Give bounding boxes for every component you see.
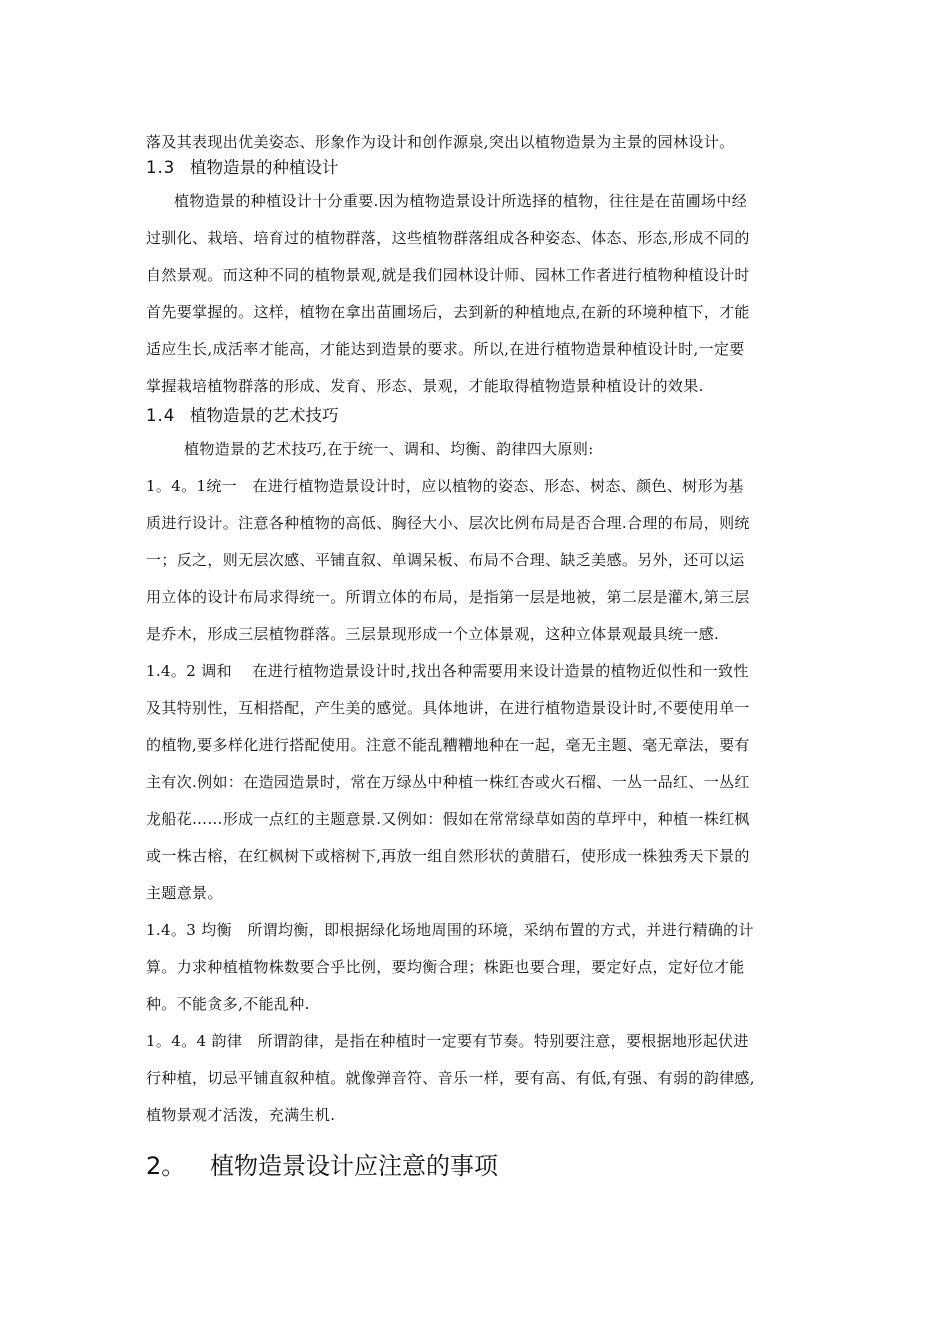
section-1-3-paragraph — [146, 183, 814, 405]
paragraph-line: 植物景观才活泼，充满生机. — [146, 1106, 336, 1124]
section-number: 1.4 — [146, 406, 176, 425]
paragraph-line: 主有次.例如：在造园造景时，常在万绿丛中种植一株红杏或火石榴、一丛一品红、一丛红 — [146, 773, 750, 791]
paragraph-line: 植物造景的种植设计十分重要.因为植物造景设计所选择的植物，往往是在苗圃场中经 — [174, 192, 748, 210]
paragraph-line: 主题意景。 — [146, 884, 223, 902]
paragraph-line: 行种植，切忌平铺直叙种植。就像弹音符、音乐一样，要有高、有低,有强、有弱的韵律感, — [146, 1069, 755, 1087]
paragraph-line: 适应生长,成活率才能高，才能达到造景的要求。所以,在进行植物造景种植设计时,一定要 — [146, 340, 745, 358]
paragraph-line: 龙船花……形成一点红的主题意景.又例如：假如在常常绿草如茵的草坪中，种植一株红枫 — [146, 810, 750, 828]
paragraph-line: 掌握栽培植物群落的形成、发育、形态、景观，才能取得植物造景种植设计的效果. — [146, 377, 704, 395]
paragraph-line: 1。4。1统一 在进行植物造景设计时，应以植物的姿态、形态、树态、颜色、树形为基 — [146, 477, 744, 495]
subsection-harmony — [146, 653, 814, 912]
paragraph-line: 算。力求种植植物株数要合乎比例，要均衡合理；株距也要合理，要定好点，定好位才能 — [146, 958, 745, 976]
paragraph-line: 或一株古榕，在红枫树下或榕树下,再放一组自然形状的黄腊石，使形成一株独秀天下景的 — [146, 847, 750, 865]
paragraph-line: 质进行设计。注意各种植物的高低、胸径大小、层次比例布局是否合理.合理的布局，则统 — [146, 514, 750, 532]
paragraph-line: 一；反之，则无层次感、平铺直叙、单调呆板、布局不合理、缺乏美感。另外，还可以运 — [146, 551, 745, 569]
subsection-balance — [146, 912, 814, 1023]
section-number: 2。 — [146, 1152, 186, 1180]
paragraph-line: 及其特别性，互相搭配，产生美的感觉。具体地讲，在进行植物造景设计时,不要使用单一 — [146, 699, 750, 717]
paragraph-line: 1。4。4 韵律 所谓韵律，是指在种植时一定要有节奏。特别要注意，要根据地形起伏进 — [146, 1032, 749, 1050]
section-title: 植物造景的艺术技巧 — [190, 406, 339, 425]
section-1-4-intro: 植物造景的艺术技巧,在于统一、调和、均衡、韵律四大原则: — [184, 440, 594, 458]
subsection-unity — [146, 468, 814, 653]
paragraph-line: 过驯化、栽培、培育过的植物群落，这些植物群落组成各种姿态、体态、形态,形成不同的 — [146, 229, 750, 247]
paragraph-line: 是乔木，形成三层植物群落。三层景现形成一个立体景观，这种立体景观最具统一感. — [146, 625, 720, 643]
paragraph-line: 的植物,要多样化进行搭配使用。注意不能乱糟糟地种在一起，毫无主题、毫无章法，要有 — [146, 736, 750, 754]
section-title: 植物造景设计应注意的事项 — [210, 1152, 498, 1180]
subsection-rhythm — [146, 1023, 814, 1134]
intro-line: 落及其表现出优美姿态、形象作为设计和创作源泉,突出以植物造景为主景的园林设计。 — [146, 133, 735, 151]
section-heading-2 — [146, 1146, 498, 1186]
paragraph-line: 种。不能贪多,不能乱种. — [146, 995, 310, 1013]
section-heading-1-4 — [146, 401, 814, 431]
paragraph-line: 1.4。3 均衡 所谓均衡，即根据绿化场地周围的环境，采纳布置的方式，并进行精确的计 — [146, 921, 754, 939]
paragraph-line: 用立体的设计布局求得统一。所谓立体的布局，是指第一层是地被，第二层是灌木,第三层 — [146, 588, 750, 606]
document-body — [146, 124, 814, 1134]
paragraph-line: 首先要掌握的。这样，植物在拿出苗圃场后，去到新的种植地点,在新的环境种植下，才能 — [146, 303, 750, 321]
section-title: 植物造景的种植设计 — [190, 158, 339, 177]
section-number: 1.3 — [146, 158, 176, 177]
paragraph-line: 1.4。2 调和 在进行植物造景设计时,找出各种需要用来设计造景的植物近似性和一致性 — [146, 662, 749, 680]
paragraph-line: 自然景观。而这种不同的植物景观,就是我们园林设计师、园林工作者进行植物种植设计时 — [146, 266, 750, 284]
